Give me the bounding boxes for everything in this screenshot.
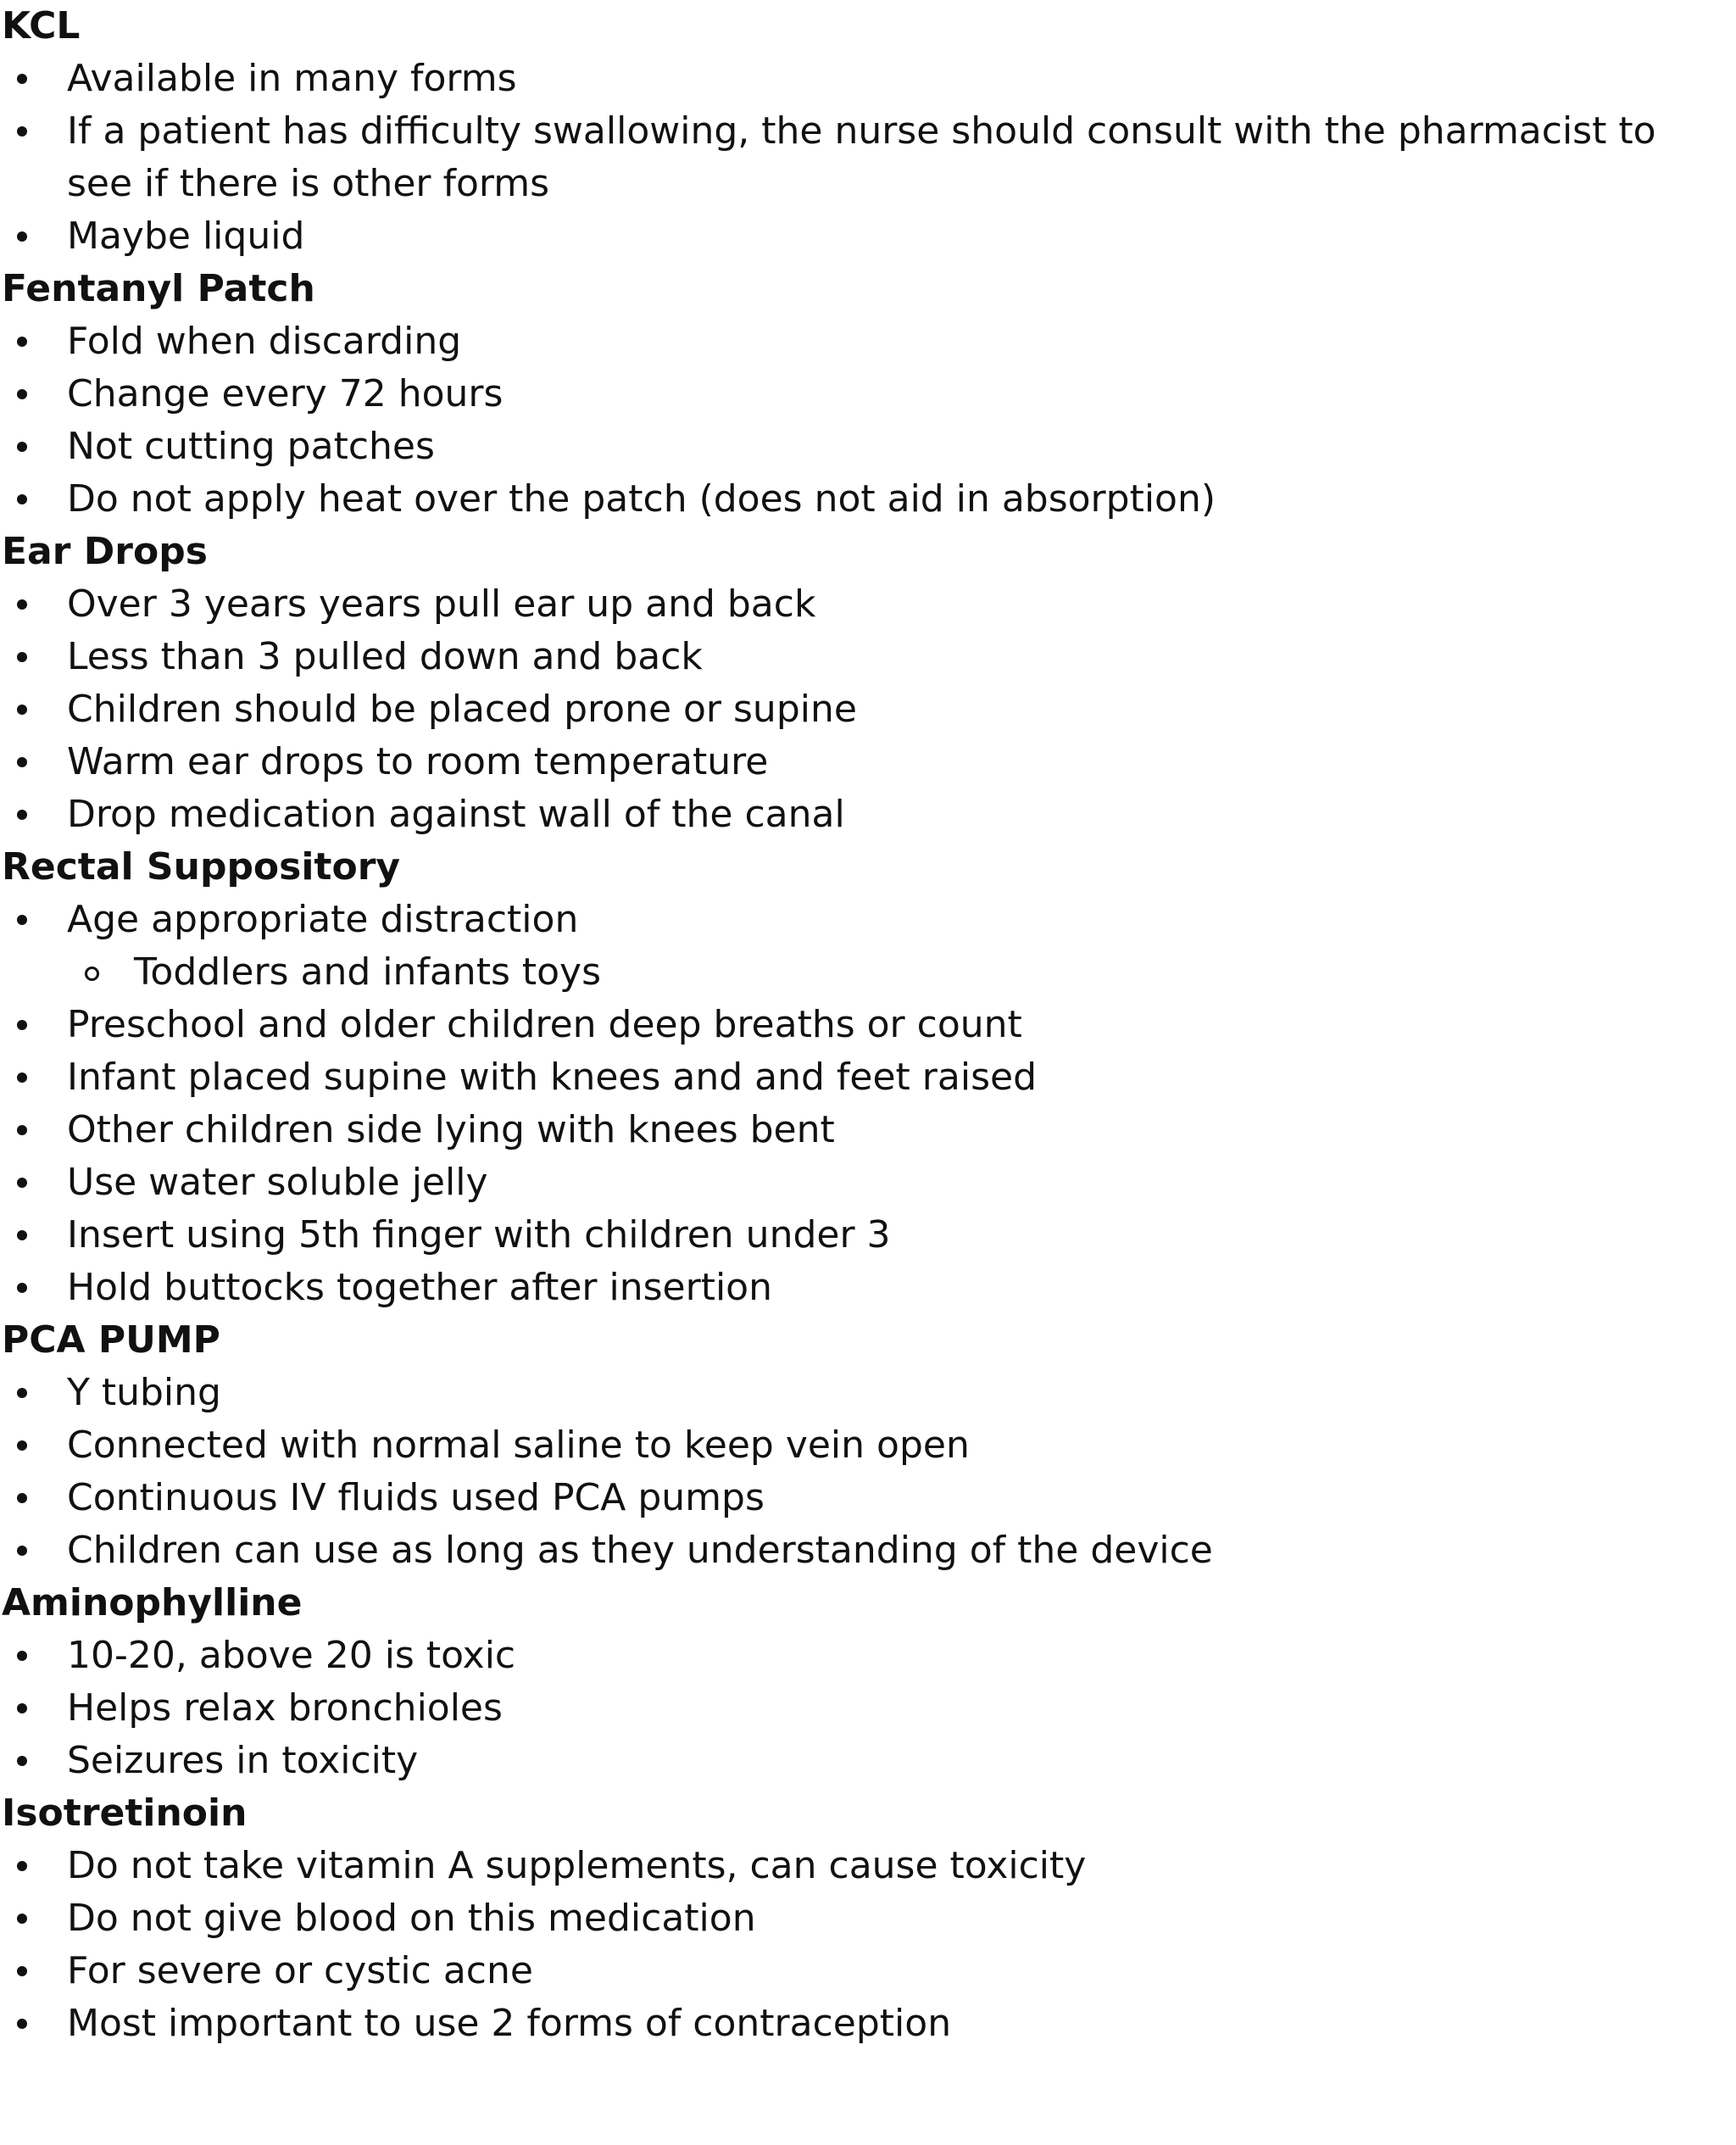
section-heading: Ear Drops bbox=[2, 530, 208, 573]
list-item bbox=[0, 421, 1736, 473]
list-item bbox=[0, 1104, 1736, 1156]
list-item bbox=[0, 1209, 1736, 1262]
list-item bbox=[0, 210, 1736, 263]
list-item-text: Maybe liquid bbox=[67, 214, 305, 258]
list-item-text: Do not give blood on this medication bbox=[67, 1897, 756, 1940]
list-item-text: Age appropriate distraction bbox=[67, 898, 579, 941]
list-item-text: Helps relax bronchioles bbox=[67, 1686, 503, 1730]
list-item bbox=[0, 1682, 1736, 1735]
section bbox=[0, 1787, 1736, 2050]
list-item bbox=[0, 1051, 1736, 1104]
list-item bbox=[0, 631, 1736, 683]
section-heading: Rectal Suppository bbox=[2, 845, 401, 889]
list-item bbox=[0, 473, 1736, 526]
bullet-list bbox=[0, 1367, 1736, 1577]
list-item-text: Other children side lying with knees bent bbox=[67, 1108, 835, 1151]
list-item bbox=[0, 53, 1736, 105]
list-item-text: Do not apply heat over the patch (does not aid in absorption) bbox=[67, 477, 1216, 521]
list-item-text: Children should be placed prone or supine bbox=[67, 688, 857, 731]
list-item-text: Infant placed supine with knees and and feet raised bbox=[67, 1056, 1037, 1099]
list-item bbox=[0, 1472, 1736, 1524]
list-item bbox=[0, 368, 1736, 421]
section-heading: KCL bbox=[2, 4, 81, 47]
list-item-text: Warm ear drops to room temperature bbox=[67, 740, 769, 783]
list-item-text: 10-20, above 20 is toxic bbox=[67, 1634, 516, 1677]
list-item-text: Do not take vitamin A supplements, can cause toxicity bbox=[67, 1844, 1087, 1887]
list-item-text: Over 3 years years pull ear up and back bbox=[67, 582, 816, 626]
bullet-list bbox=[0, 578, 1736, 841]
list-item bbox=[0, 999, 1736, 1051]
list-item-text: Drop medication against wall of the canal bbox=[67, 793, 845, 836]
list-item-text: Hold buttocks together after insertion bbox=[67, 1266, 772, 1309]
list-item bbox=[0, 1997, 1736, 2050]
section bbox=[0, 526, 1736, 841]
bullet-list bbox=[0, 1630, 1736, 1787]
list-item bbox=[0, 1156, 1736, 1209]
section bbox=[0, 263, 1736, 526]
list-item-text: Use water soluble jelly bbox=[67, 1161, 488, 1204]
list-item bbox=[0, 1630, 1736, 1682]
section bbox=[0, 841, 1736, 1314]
bullet-list bbox=[0, 315, 1736, 526]
list-item-text: Continuous IV fluids used PCA pumps bbox=[67, 1476, 765, 1519]
bullet-list bbox=[0, 53, 1736, 263]
list-item bbox=[0, 1892, 1736, 1945]
list-item-text: Connected with normal saline to keep vein open bbox=[67, 1424, 970, 1467]
list-item-text: Not cutting patches bbox=[67, 425, 435, 468]
list-item-text: Available in many forms bbox=[67, 57, 517, 100]
list-item-text: For severe or cystic acne bbox=[67, 1949, 533, 1992]
list-item bbox=[0, 315, 1736, 368]
section-heading: Isotretinoin bbox=[2, 1791, 248, 1835]
list-item bbox=[0, 894, 1736, 946]
list-item bbox=[0, 788, 1736, 841]
sub-list-item-text: Toddlers and infants toys bbox=[134, 950, 601, 994]
section bbox=[0, 1314, 1736, 1577]
section bbox=[0, 0, 1736, 263]
list-item bbox=[0, 683, 1736, 736]
list-item bbox=[0, 1945, 1736, 1997]
list-item bbox=[0, 1524, 1736, 1577]
list-item-text: Change every 72 hours bbox=[67, 372, 504, 415]
list-item bbox=[0, 1419, 1736, 1472]
list-item bbox=[0, 105, 1736, 210]
list-item-text: Children can use as long as they understanding of the device bbox=[67, 1529, 1213, 1572]
list-item bbox=[0, 736, 1736, 788]
sub-list-item bbox=[0, 946, 1736, 999]
section-heading: Aminophylline bbox=[2, 1581, 303, 1624]
sub-list bbox=[0, 946, 1736, 999]
section-heading: PCA PUMP bbox=[2, 1318, 220, 1362]
list-item-text: Y tubing bbox=[67, 1371, 221, 1414]
list-item bbox=[0, 1367, 1736, 1419]
list-item-text: Less than 3 pulled down and back bbox=[67, 635, 703, 678]
list-item-text: If a patient has difficulty swallowing, the nurse should consult with the pharmacist to see if there is other forms bbox=[67, 109, 1656, 205]
list-item-text: Seizures in toxicity bbox=[67, 1739, 419, 1782]
list-item-text: Most important to use 2 forms of contraception bbox=[67, 2002, 952, 2045]
bullet-list bbox=[0, 894, 1736, 1314]
section bbox=[0, 1577, 1736, 1787]
list-item bbox=[0, 1262, 1736, 1314]
list-item-text: Fold when discarding bbox=[67, 320, 462, 363]
list-item bbox=[0, 578, 1736, 631]
list-item bbox=[0, 1840, 1736, 1892]
section-heading: Fentanyl Patch bbox=[2, 267, 315, 310]
list-item-text: Insert using 5th finger with children under 3 bbox=[67, 1213, 891, 1256]
bullet-list bbox=[0, 1840, 1736, 2050]
list-item-text: Preschool and older children deep breaths or count bbox=[67, 1003, 1022, 1046]
list-item bbox=[0, 1735, 1736, 1787]
